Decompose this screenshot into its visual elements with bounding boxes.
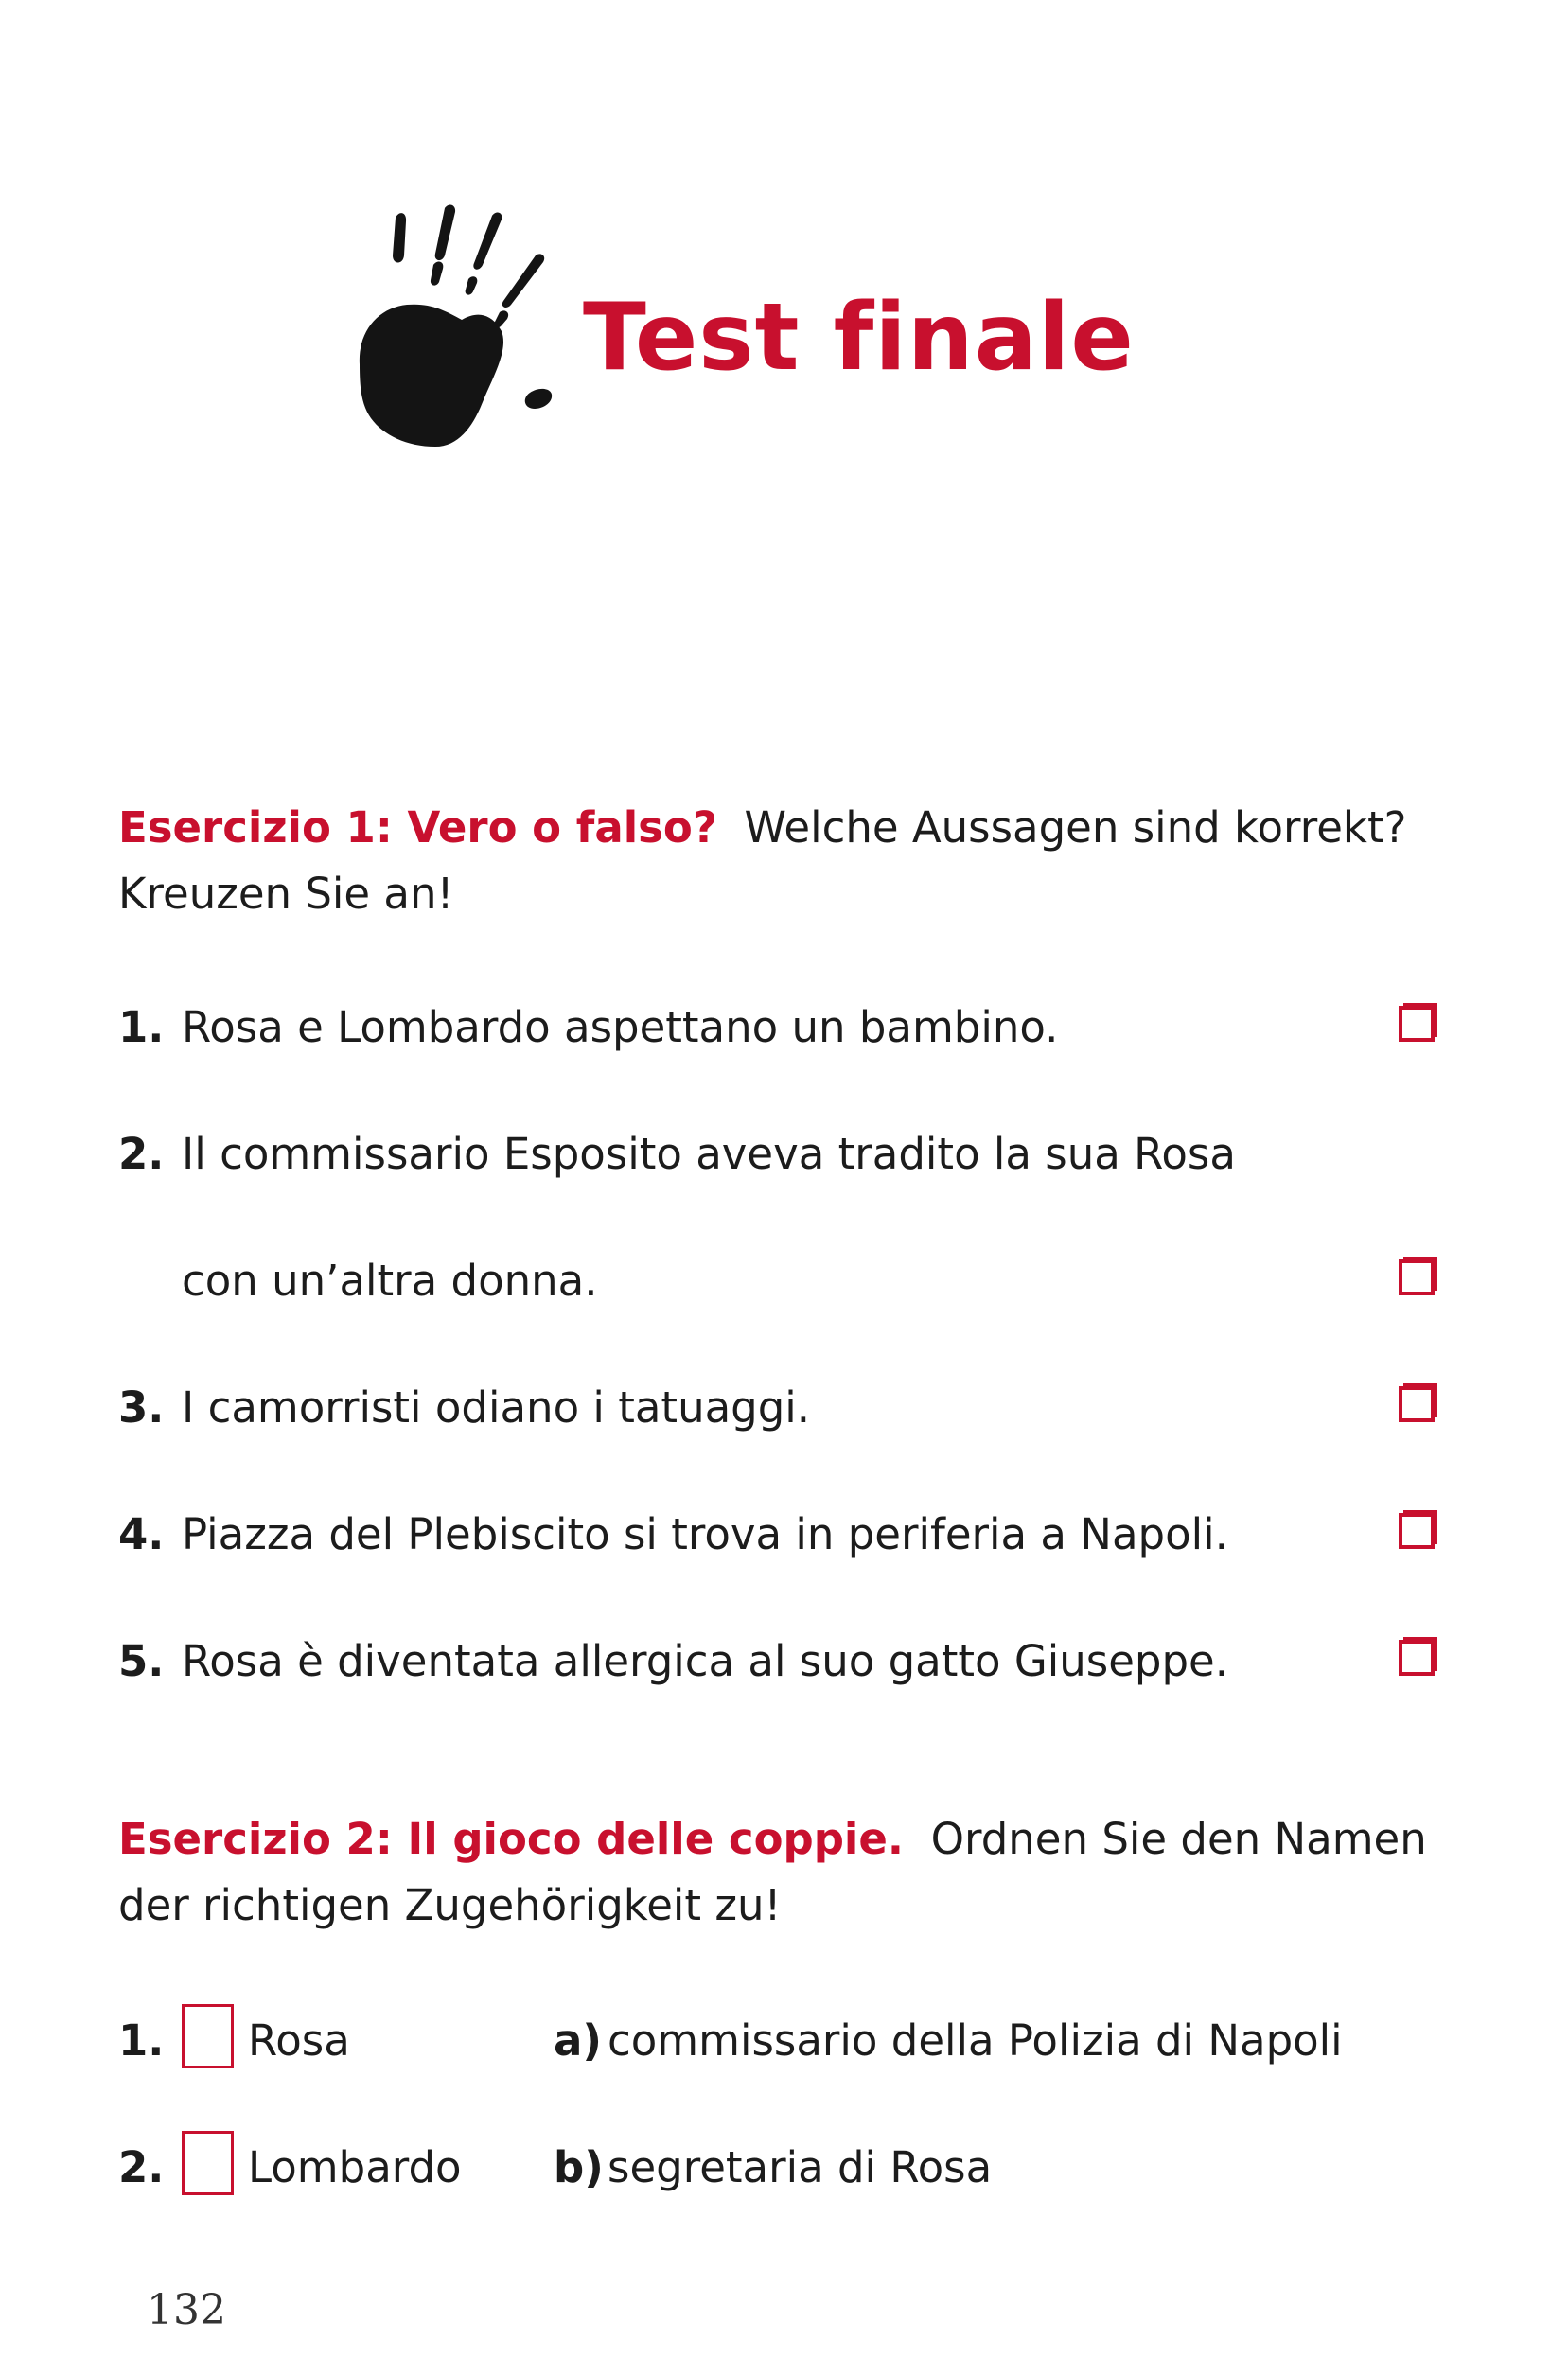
answer-box[interactable]	[182, 2131, 234, 2195]
option-letter: a)	[554, 2015, 602, 2066]
checkbox[interactable]	[1399, 1513, 1435, 1549]
checkbox[interactable]	[1399, 1259, 1435, 1295]
option-text: commissario della Polizia di Napoli	[608, 2015, 1343, 2066]
exercise1-label: Esercizio 1: Vero o falso?	[118, 802, 717, 853]
checkbox[interactable]	[1399, 1386, 1435, 1422]
option-letter: b)	[554, 2142, 604, 2192]
checkbox[interactable]	[1399, 1006, 1435, 1042]
exercise1-heading	[118, 795, 1462, 927]
answer-box[interactable]	[182, 2004, 234, 2068]
item-text: I camorristi odiano i tatuaggi.	[182, 1382, 811, 1433]
exercise2-heading	[118, 1806, 1462, 1939]
pair-name: Lombardo	[248, 2142, 462, 2192]
handprint-icon	[350, 199, 606, 454]
checkbox[interactable]	[1399, 1640, 1435, 1676]
item-number: 5.	[118, 1636, 165, 1686]
item-text: Piazza del Plebiscito si trova in periferia a Napoli.	[182, 1509, 1228, 1559]
exercise2-label: Esercizio 2: Il gioco delle coppie.	[118, 1814, 904, 1864]
item-text-continued: con un’altra donna.	[182, 1256, 598, 1306]
pair-name: Rosa	[248, 2015, 350, 2066]
page-title: Test finale	[583, 284, 1135, 392]
item-number: 1.	[118, 1002, 165, 1052]
option-text: segretaria di Rosa	[608, 2142, 993, 2192]
pair-number: 1.	[118, 2015, 165, 2066]
item-text: Il commissario Esposito aveva tradito la sua Rosa	[182, 1129, 1236, 1179]
item-number: 4.	[118, 1509, 165, 1559]
exercise2-instruction: Ordnen Sie den Namen der richtigen Zugehörigkeit zu!	[118, 1814, 1427, 1930]
item-number: 3.	[118, 1382, 165, 1433]
page-number: 132	[147, 2286, 226, 2334]
item-text: Rosa è diventata allergica al suo gatto Giuseppe.	[182, 1636, 1228, 1686]
pair-number: 2.	[118, 2142, 165, 2192]
item-text: Rosa e Lombardo aspettano un bambino.	[182, 1002, 1059, 1052]
item-number: 2.	[118, 1129, 165, 1179]
exercise1-instruction: Welche Aussagen sind korrekt? Kreuzen Sie an!	[118, 802, 1407, 919]
